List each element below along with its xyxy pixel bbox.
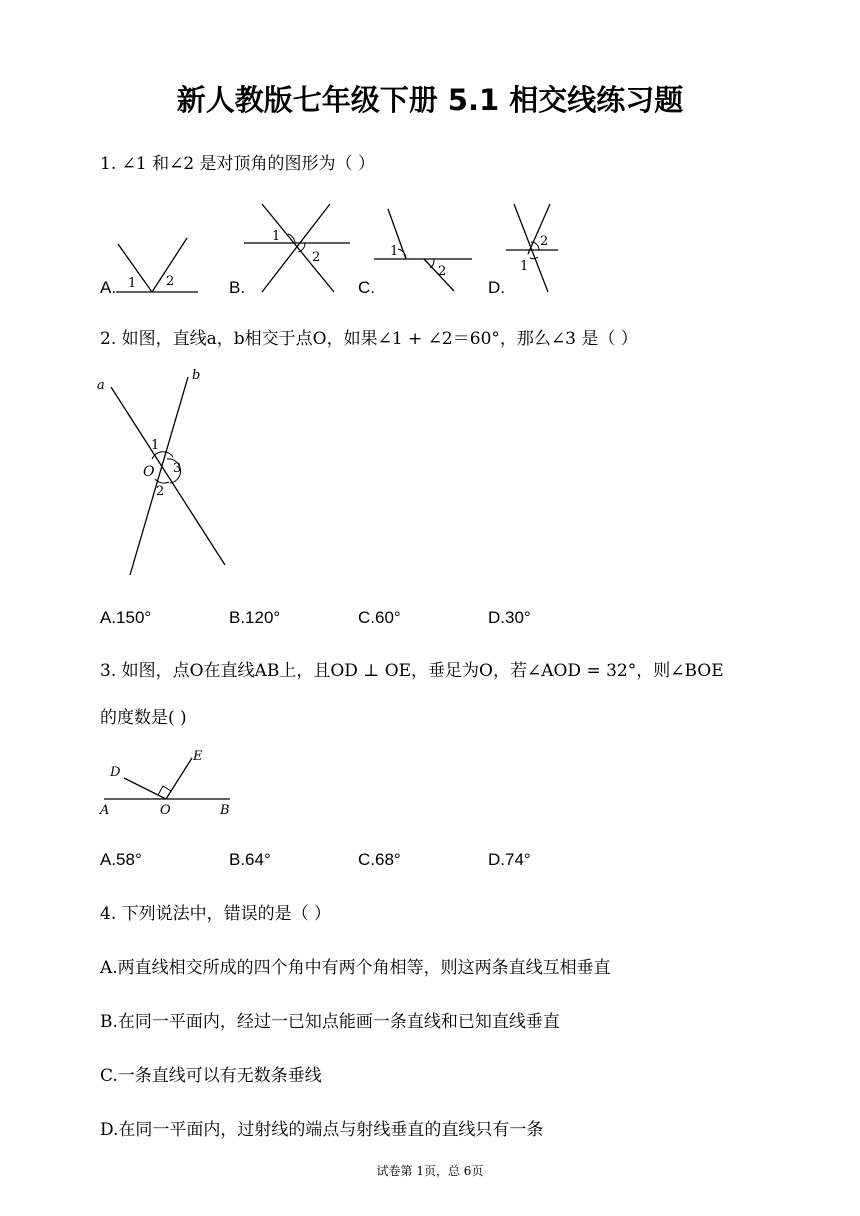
q2-angle-1-label: 1 xyxy=(151,438,160,453)
q1-figure-a xyxy=(100,230,210,300)
q3-option-d[interactable]: D.74° xyxy=(488,850,531,869)
q3-figure xyxy=(98,742,238,822)
q1d-angle-1: 1 xyxy=(520,259,529,274)
q1-option-c[interactable]: C. xyxy=(358,278,375,297)
q3-point-a-label: A xyxy=(100,803,110,818)
q1-option-b[interactable]: B. xyxy=(229,278,246,297)
q1-option-a[interactable]: A. xyxy=(100,278,117,297)
q2-option-c[interactable]: C.60° xyxy=(358,608,401,627)
q3-stem-line1: 3. 如图，点O在直线AB上，且OD ⊥ OE，垂足为O，若∠AOD = 32°，则∠BOE xyxy=(100,661,724,681)
q1-figure-b xyxy=(240,200,355,295)
q2-point-o-label: O xyxy=(143,464,155,480)
q1-figure-d xyxy=(500,200,570,295)
q4-option-c[interactable]: C.一条直线可以有无数条垂线 xyxy=(100,1066,322,1086)
q2-stem: 2. 如图，直线a，b相交于点O，如果∠1 + ∠2＝60°，那么∠3 是（ ） xyxy=(100,329,638,349)
q1-stem: 1. ∠1 和∠2 是对顶角的图形为（ ） xyxy=(100,154,375,174)
q3-option-b[interactable]: B.64° xyxy=(229,850,271,869)
q3-point-o-label: O xyxy=(160,803,171,818)
q1-option-d[interactable]: D. xyxy=(488,278,505,297)
q1d-angle-2: 2 xyxy=(540,234,549,249)
page-title: 新人教版七年级下册 5.1 相交线练习题 xyxy=(176,83,684,117)
q3-option-c[interactable]: C.68° xyxy=(358,850,401,869)
q2-line-b-label: b xyxy=(192,368,201,383)
q2-option-b[interactable]: B.120° xyxy=(229,608,281,627)
q3-point-e-label: E xyxy=(193,749,203,764)
q1-figure-c xyxy=(370,205,485,295)
q1c-angle-1: 1 xyxy=(390,244,399,259)
q2-option-d[interactable]: D.30° xyxy=(488,608,531,627)
q2-figure xyxy=(95,365,235,580)
q4-option-d[interactable]: D.在同一平面内，过射线的端点与射线垂直的直线只有一条 xyxy=(100,1120,544,1140)
q2-line-a-label: a xyxy=(97,378,105,393)
q1c-angle-2: 2 xyxy=(438,264,447,279)
page-footer: 试卷第 1页，总 6页 xyxy=(376,1164,484,1178)
q3-point-d-label: D xyxy=(110,765,121,780)
q4-option-b[interactable]: B.在同一平面内，经过一已知点能画一条直线和已知直线垂直 xyxy=(100,1012,560,1032)
q3-option-a[interactable]: A.58° xyxy=(100,850,142,869)
q2-option-a[interactable]: A.150° xyxy=(100,608,152,627)
q3-stem-line2: 的度数是( ) xyxy=(100,708,187,728)
q4-option-a[interactable]: A.两直线相交所成的四个角中有两个角相等，则这两条直线互相垂直 xyxy=(100,958,611,978)
q1a-angle-1: 1 xyxy=(128,276,137,291)
q1b-angle-1: 1 xyxy=(272,229,281,244)
q3-point-b-label: B xyxy=(220,803,230,818)
q1b-angle-2: 2 xyxy=(312,250,321,265)
q1a-angle-2: 2 xyxy=(166,274,175,289)
q2-angle-2-label: 2 xyxy=(156,484,165,499)
q4-stem: 4. 下列说法中，错误的是（ ） xyxy=(100,904,332,924)
q2-angle-3-label: 3 xyxy=(173,461,182,476)
